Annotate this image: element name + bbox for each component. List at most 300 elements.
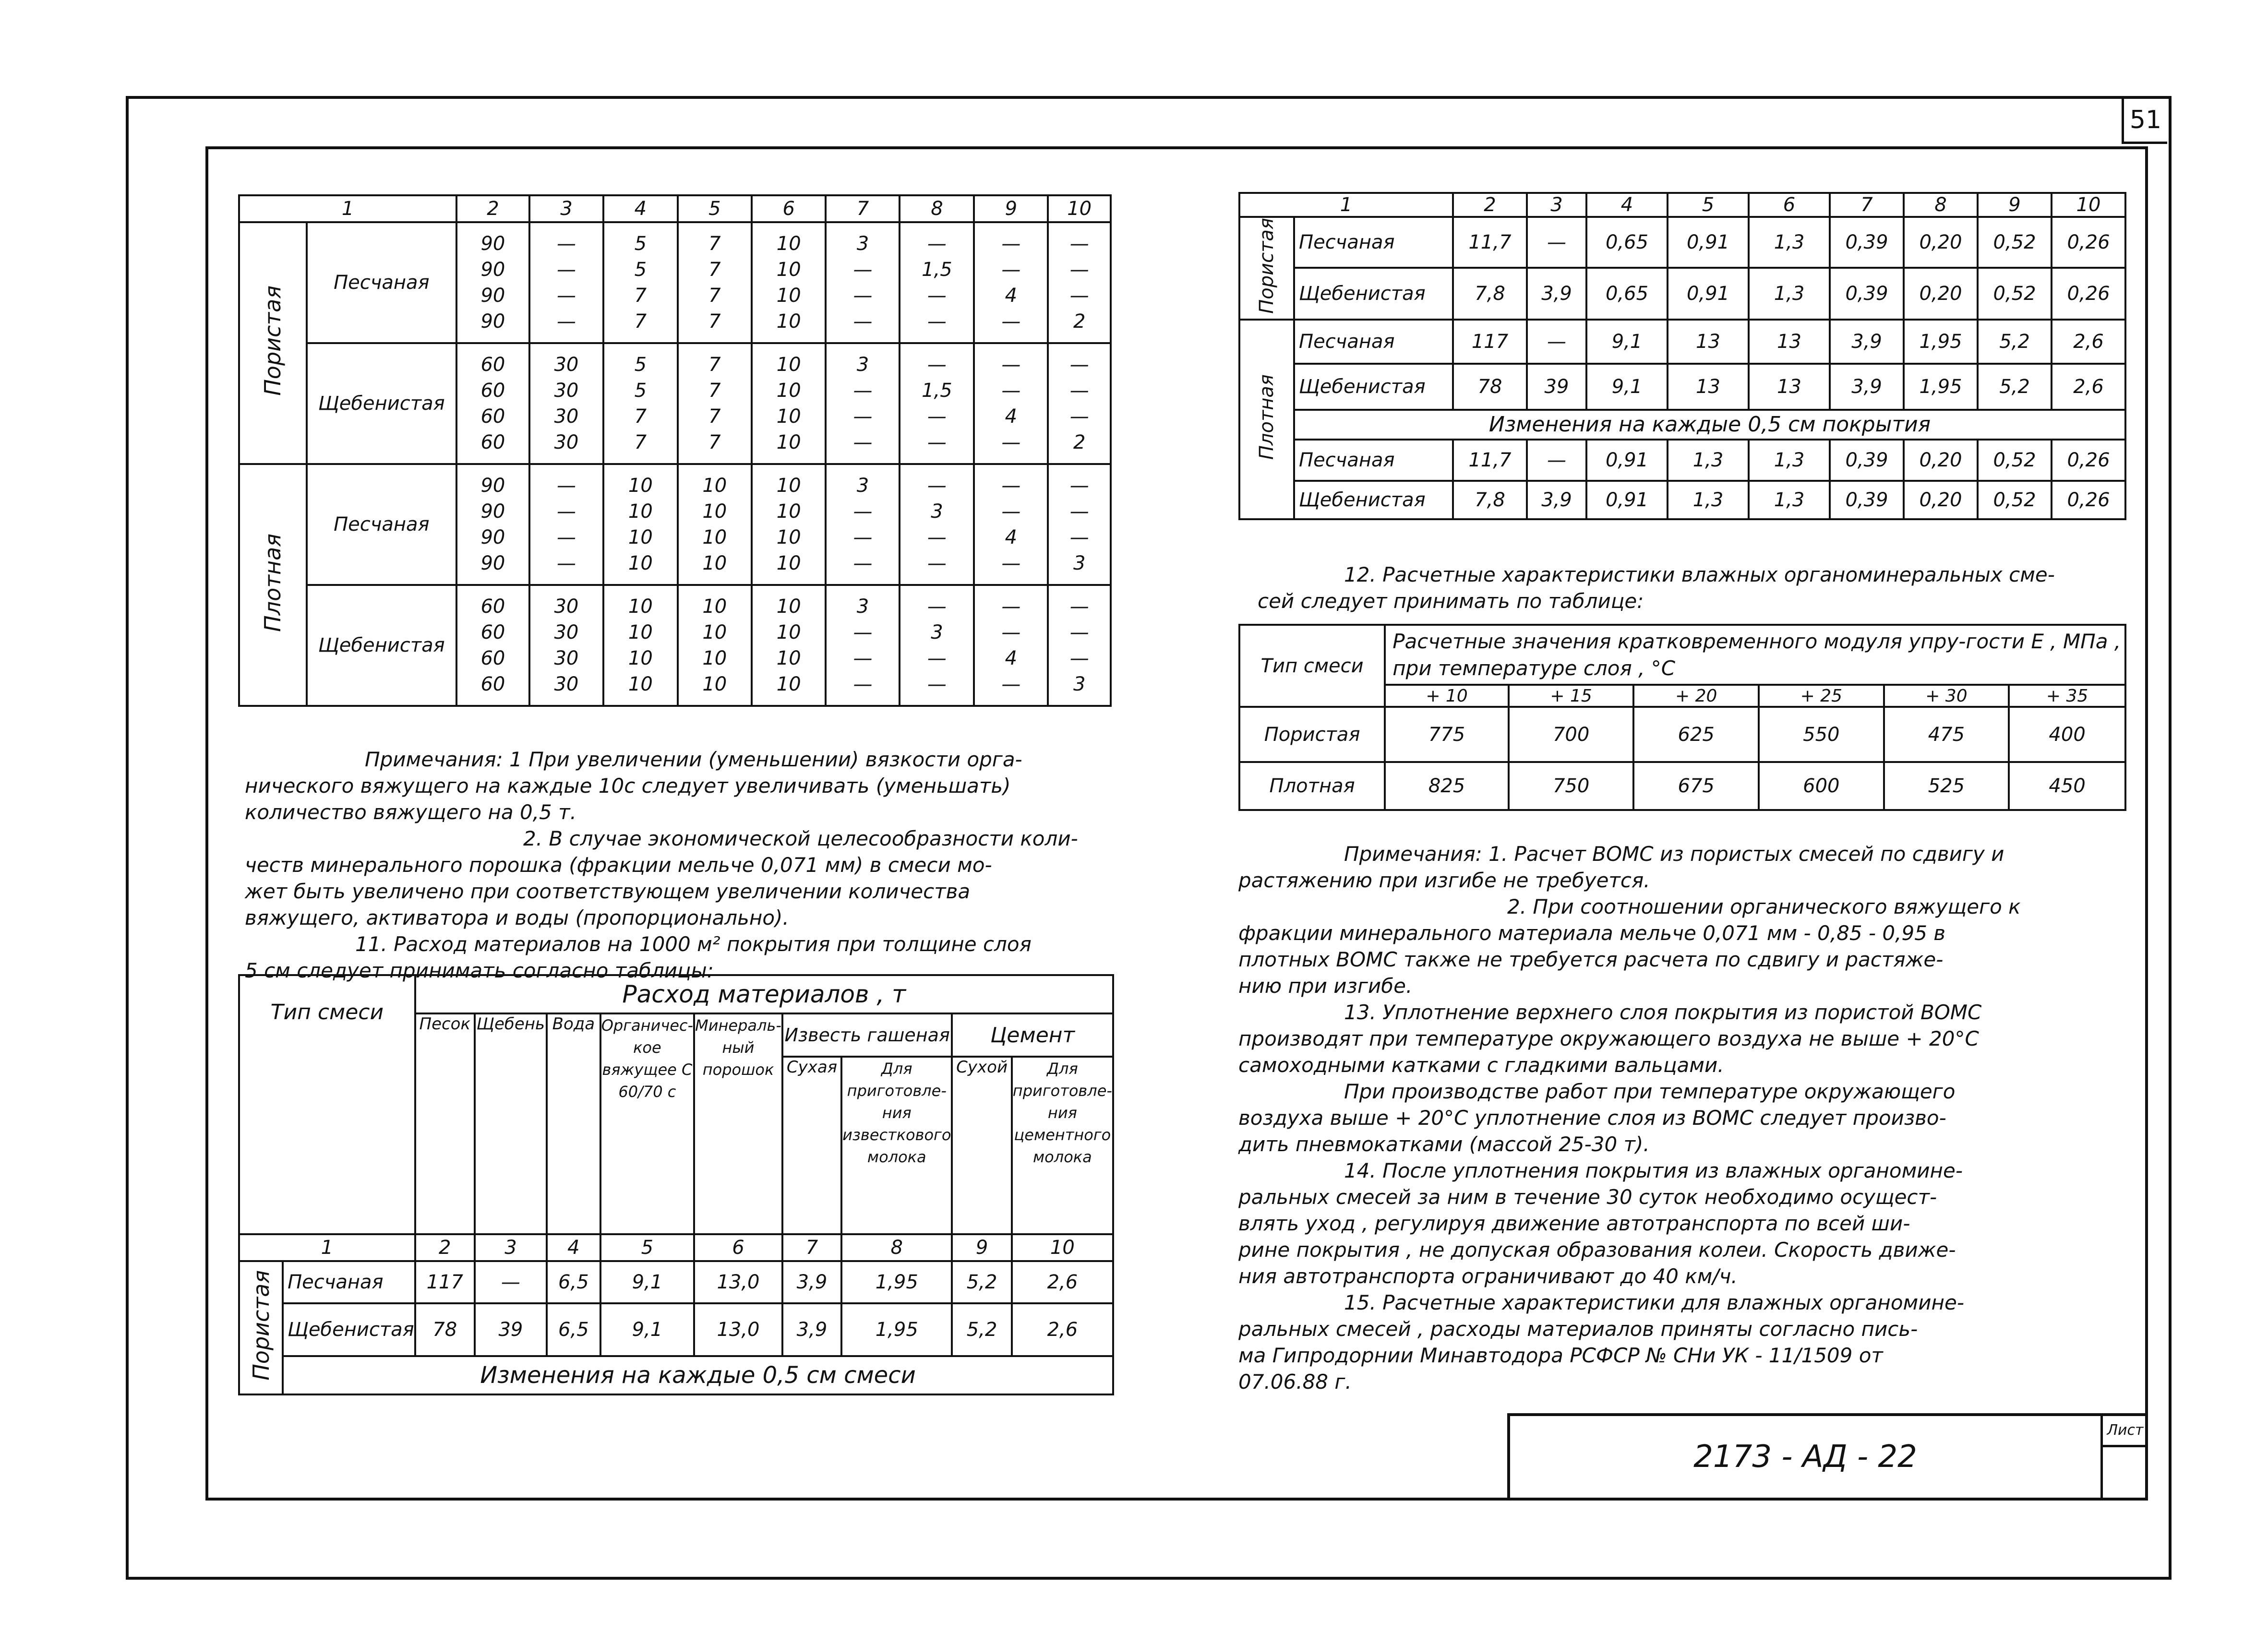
cell: 0,26 bbox=[2052, 440, 2125, 481]
cell-value: — bbox=[927, 475, 947, 497]
cell-value: 10 bbox=[776, 354, 801, 376]
cell-value: — bbox=[927, 310, 947, 333]
cell: 1,3 bbox=[1749, 217, 1830, 268]
cell: 0,91 bbox=[1586, 440, 1668, 481]
cell: 475 bbox=[1884, 707, 2009, 762]
cell-value: 60 bbox=[480, 673, 505, 695]
cell bbox=[826, 222, 900, 343]
cell-value: — bbox=[1001, 259, 1021, 281]
cell-value: 10 bbox=[628, 475, 653, 497]
note-line: производят при температуре окружающего воздуха не выше + 20°С bbox=[1238, 1027, 1979, 1050]
cell-value: 30 bbox=[554, 596, 579, 618]
cell bbox=[456, 464, 529, 585]
cell: 9,1 bbox=[600, 1303, 694, 1356]
cell-value: — bbox=[853, 500, 873, 523]
cell-value: — bbox=[1069, 500, 1089, 523]
col-header: 7 bbox=[1830, 193, 1904, 217]
cell-value: 60 bbox=[480, 380, 505, 402]
col-number: 7 bbox=[782, 1234, 841, 1261]
sheet-number: 51 bbox=[2122, 98, 2167, 144]
type-header: Тип смеси bbox=[239, 975, 415, 1234]
cell: 0,91 bbox=[1586, 481, 1668, 519]
cell: 7,8 bbox=[1453, 268, 1527, 320]
cell bbox=[678, 464, 752, 585]
note-line: дить пневмокатками (массой 25-30 т). bbox=[1238, 1132, 1650, 1156]
sheet-cell bbox=[2100, 1416, 2148, 1498]
temp-header: + 10 bbox=[1385, 685, 1509, 707]
note-line: 13. Уплотнение верхнего слоя покрытия из пористой ВОМС bbox=[1344, 1001, 1982, 1024]
change-row bbox=[1239, 410, 2125, 440]
note-line: нического вяжущего на каждые 10с следует увеличивать (уменьшать) bbox=[245, 774, 1011, 798]
col-header: 3 bbox=[1527, 193, 1586, 217]
temp-header: + 30 bbox=[1884, 685, 2009, 707]
cell-value: — bbox=[927, 285, 947, 307]
row-label: Щебенистая bbox=[307, 585, 457, 706]
cell: 0,65 bbox=[1586, 268, 1668, 320]
cell-value: — bbox=[853, 647, 873, 669]
cell: 39 bbox=[1527, 364, 1586, 410]
cell: 117 bbox=[1453, 320, 1527, 364]
col-number: 6 bbox=[694, 1234, 782, 1261]
col-header: 5 bbox=[678, 195, 752, 222]
col-header: 6 bbox=[752, 195, 826, 222]
cell-value: 10 bbox=[776, 596, 801, 618]
col-header: 5 bbox=[1668, 193, 1749, 217]
cell: 0,52 bbox=[1978, 217, 2052, 268]
cell bbox=[752, 464, 826, 585]
sheet-label: Лист bbox=[2103, 1416, 2148, 1447]
note-line: честв минерального порошка (фракции мельче 0,071 мм) в смеси мо- bbox=[245, 853, 992, 877]
note-line: ния автотранспорта ограничивают до 40 км/ч. bbox=[1238, 1264, 1738, 1288]
col-number: 4 bbox=[547, 1234, 600, 1261]
col-number: 5 bbox=[600, 1234, 694, 1261]
cell-value: 1,5 bbox=[922, 380, 952, 402]
cell bbox=[826, 464, 900, 585]
group-label: Пористая bbox=[248, 1270, 274, 1381]
note-line: плотных ВОМС также не требуется расчета по сдвигу и растяже- bbox=[1238, 948, 1944, 971]
note-line: ральных смесей , расходы материалов приняты согласно пись- bbox=[1238, 1317, 1918, 1341]
cell: 0,52 bbox=[1978, 481, 2052, 519]
cell: 13 bbox=[1749, 364, 1830, 410]
table-row bbox=[239, 343, 1111, 464]
cell-value: — bbox=[853, 621, 873, 643]
cell-value: 7 bbox=[708, 310, 721, 333]
cell: 3,9 bbox=[1527, 481, 1586, 519]
cell-value: — bbox=[927, 673, 947, 695]
materials-consumption-table bbox=[238, 974, 1114, 1395]
cell-value: 30 bbox=[554, 431, 579, 453]
cell-value: 10 bbox=[702, 621, 727, 643]
cell-value: — bbox=[927, 596, 947, 618]
para-12 bbox=[1258, 561, 2055, 614]
cell: 825 bbox=[1385, 762, 1509, 810]
cell-value: 2 bbox=[1073, 310, 1086, 333]
cell-value: 10 bbox=[776, 405, 801, 428]
cell: 0,26 bbox=[2052, 481, 2125, 519]
cell-value: — bbox=[1069, 405, 1089, 428]
cell-value: — bbox=[927, 526, 947, 548]
cell-value: 3 bbox=[856, 354, 869, 376]
cell-value: — bbox=[1069, 354, 1089, 376]
cell: 78 bbox=[1453, 364, 1527, 410]
cell-value: — bbox=[853, 259, 873, 281]
col-number: 10 bbox=[1012, 1234, 1113, 1261]
cell-value: 90 bbox=[480, 310, 505, 333]
cell: 6,5 bbox=[547, 1303, 600, 1356]
type-header: Тип смеси bbox=[1239, 625, 1385, 707]
title-block bbox=[1507, 1413, 2145, 1498]
cell: 117 bbox=[415, 1261, 475, 1303]
col-header: 7 bbox=[826, 195, 900, 222]
cell: 1,3 bbox=[1749, 268, 1830, 320]
change-footer: Изменения на каждые 0,5 см смеси bbox=[283, 1356, 1113, 1394]
note-line: При производстве работ при температуре окружающего bbox=[1344, 1080, 1956, 1103]
cell bbox=[529, 222, 603, 343]
cell-value: — bbox=[927, 431, 947, 453]
col-header: 4 bbox=[1586, 193, 1668, 217]
note-line: фракции минерального материала мельче 0,071 мм - 0,85 - 0,95 в bbox=[1238, 921, 1946, 945]
col-header: 2 bbox=[1453, 193, 1527, 217]
sand-header: Песок bbox=[415, 1013, 475, 1234]
cell-value: 30 bbox=[554, 380, 579, 402]
cell-value: — bbox=[556, 500, 576, 523]
cell: 13,0 bbox=[694, 1261, 782, 1303]
cell-value: — bbox=[1069, 233, 1089, 255]
cell-value: 4 bbox=[1005, 647, 1018, 669]
cell: 0,20 bbox=[1904, 440, 1978, 481]
col-number: 8 bbox=[841, 1234, 952, 1261]
table-row bbox=[1239, 320, 2125, 364]
cell-value: 10 bbox=[776, 431, 801, 453]
cell bbox=[1048, 343, 1111, 464]
cell-value: 3 bbox=[856, 596, 869, 618]
cell-value: — bbox=[853, 431, 873, 453]
table-row bbox=[239, 464, 1111, 585]
cell: 5,2 bbox=[1978, 364, 2052, 410]
cell: 5,2 bbox=[1978, 320, 2052, 364]
cell-value: 10 bbox=[628, 647, 653, 669]
cell: 400 bbox=[2009, 707, 2125, 762]
cell-value: 7 bbox=[708, 405, 721, 428]
cell bbox=[752, 585, 826, 706]
group-label: Пористая bbox=[1256, 218, 1278, 314]
cell: 2,6 bbox=[2052, 364, 2125, 410]
table-row bbox=[1239, 217, 2125, 268]
cell-value: 10 bbox=[702, 647, 727, 669]
cell-value: 7 bbox=[634, 405, 647, 428]
lime-milk-header: Для приготовле-ния известкового молока bbox=[841, 1057, 952, 1234]
gravel-header: Щебень bbox=[475, 1013, 547, 1234]
cell-value: 4 bbox=[1005, 405, 1018, 428]
cell bbox=[456, 222, 529, 343]
note-line: 2. При соотношении органического вяжущего к bbox=[1507, 895, 2021, 918]
note-line: растяжению при изгибе не требуется. bbox=[1238, 869, 1650, 892]
cell: 0,52 bbox=[1978, 440, 2052, 481]
note-line: 14. После уплотнения покрытия из влажных органомине- bbox=[1344, 1159, 1963, 1182]
cell: 675 bbox=[1633, 762, 1759, 810]
value-header: Расчетные значения кратковременного модуля упру-гости Е , МПа , при температуре слоя , °С bbox=[1385, 625, 2125, 685]
cell-value: — bbox=[1069, 285, 1089, 307]
cell-value: 90 bbox=[480, 500, 505, 523]
notes-right bbox=[1238, 841, 2021, 1395]
cell-value: 4 bbox=[1005, 285, 1018, 307]
cell-value: — bbox=[1001, 233, 1021, 255]
note-line: количество вяжущего на 0,5 т. bbox=[245, 800, 576, 824]
cell: 9,1 bbox=[1586, 364, 1668, 410]
note-line: воздуха выше + 20°С уплотнение слоя из ВОМС следует произво- bbox=[1238, 1106, 1946, 1130]
cell-value: 10 bbox=[628, 673, 653, 695]
organic-binder-header: Органичес-кое вяжущее С 60/70 с bbox=[600, 1013, 694, 1234]
cell-value: — bbox=[853, 673, 873, 695]
cell-value: 5 bbox=[634, 380, 647, 402]
cell bbox=[456, 343, 529, 464]
cell-value: 7 bbox=[708, 259, 721, 281]
cell-value: 90 bbox=[480, 259, 505, 281]
cell-value: 90 bbox=[480, 285, 505, 307]
cell-value: 10 bbox=[776, 233, 801, 255]
note-line: 15. Расчетные характеристики для влажных органомине- bbox=[1344, 1291, 1964, 1314]
cell-value: 7 bbox=[634, 431, 647, 453]
col-header: 4 bbox=[603, 195, 677, 222]
cell bbox=[900, 343, 974, 464]
temp-header: + 35 bbox=[2009, 685, 2125, 707]
cell-value: — bbox=[556, 310, 576, 333]
cell bbox=[900, 585, 974, 706]
cell-value: 3 bbox=[931, 500, 943, 523]
cell: 2,6 bbox=[1012, 1303, 1113, 1356]
cell-value: — bbox=[853, 405, 873, 428]
cell-value: 10 bbox=[776, 647, 801, 669]
row-label: Песчаная bbox=[1294, 440, 1453, 481]
cell-value: 1,5 bbox=[922, 259, 952, 281]
cell-value: 90 bbox=[480, 526, 505, 548]
cell: 0,26 bbox=[2052, 268, 2125, 320]
cell-value: — bbox=[853, 285, 873, 307]
cell: 775 bbox=[1385, 707, 1509, 762]
cell-value: 60 bbox=[480, 596, 505, 618]
cell: 39 bbox=[475, 1303, 547, 1356]
cell-value: — bbox=[853, 380, 873, 402]
cement-milk-header: Для приготовле-ния цементного молока bbox=[1012, 1057, 1113, 1234]
cell-value: 7 bbox=[634, 310, 647, 333]
cell-value: — bbox=[1001, 552, 1021, 574]
cell-value: 5 bbox=[634, 233, 647, 255]
cell-value: — bbox=[927, 647, 947, 669]
mineral-powder-header: Минераль-ный порошок bbox=[694, 1013, 782, 1234]
cell: 11,7 bbox=[1453, 440, 1527, 481]
cell: 1,95 bbox=[1904, 320, 1978, 364]
cell: 9,1 bbox=[600, 1261, 694, 1303]
cell: 1,95 bbox=[841, 1261, 952, 1303]
cell: 0,52 bbox=[1978, 268, 2052, 320]
cell-value: — bbox=[1001, 431, 1021, 453]
cell-value: 3 bbox=[856, 233, 869, 255]
cell: 1,3 bbox=[1668, 481, 1749, 519]
cell: 13,0 bbox=[694, 1303, 782, 1356]
cell: 11,7 bbox=[1453, 217, 1527, 268]
document-code: 2173 - АД - 22 bbox=[1693, 1439, 1917, 1475]
cell bbox=[1048, 222, 1111, 343]
cell: 9,1 bbox=[1586, 320, 1668, 364]
row-label: Щебенистая bbox=[1294, 268, 1453, 320]
cell: 0,26 bbox=[2052, 217, 2125, 268]
cell-value: — bbox=[1069, 475, 1089, 497]
note-line: 2. В случае экономической целесообразности коли- bbox=[523, 827, 1078, 850]
cell-value: 3 bbox=[1073, 673, 1086, 695]
cell: 13 bbox=[1749, 320, 1830, 364]
cell-value: — bbox=[927, 354, 947, 376]
col-header: 10 bbox=[2052, 193, 2125, 217]
note-line: влять уход , регулируя движение автотранспорта по всей ши- bbox=[1238, 1212, 1910, 1235]
cell-value: — bbox=[1069, 596, 1089, 618]
cell-value: 7 bbox=[708, 431, 721, 453]
cell-value: 10 bbox=[776, 285, 801, 307]
col-header: 9 bbox=[1978, 193, 2052, 217]
notes-left bbox=[245, 746, 1078, 984]
col-number: 2 bbox=[415, 1234, 475, 1261]
cell-value: — bbox=[1001, 380, 1021, 402]
materials-header: Расход материалов , т bbox=[415, 975, 1113, 1013]
cell-value: 10 bbox=[776, 500, 801, 523]
row-label: Щебенистая bbox=[1294, 481, 1453, 519]
cell-value: — bbox=[1069, 647, 1089, 669]
cell bbox=[529, 585, 603, 706]
cell-value: 60 bbox=[480, 621, 505, 643]
cell: 1,3 bbox=[1668, 440, 1749, 481]
cell-value: 3 bbox=[1073, 552, 1086, 574]
cell: 750 bbox=[1509, 762, 1634, 810]
cell-value: 10 bbox=[776, 310, 801, 333]
cell-value: — bbox=[1069, 526, 1089, 548]
cell-value: 60 bbox=[480, 431, 505, 453]
note-line: 11. Расход материалов на 1000 м² покрытия при толщине слоя bbox=[355, 932, 1032, 956]
cell: 3,9 bbox=[1527, 268, 1586, 320]
cell-value: 10 bbox=[628, 596, 653, 618]
note-line: 12. Расчетные характеристики влажных органоминеральных сме- bbox=[1344, 563, 2055, 586]
cell-value: 10 bbox=[776, 259, 801, 281]
note-line: рине покрытия , не допуская образования колеи. Скорость движе- bbox=[1238, 1238, 1956, 1262]
lime-dry-header: Сухая bbox=[782, 1057, 841, 1234]
cell-value: — bbox=[927, 233, 947, 255]
elastic-modulus-table bbox=[1238, 624, 2126, 811]
cell: 7,8 bbox=[1453, 481, 1527, 519]
cell: 700 bbox=[1509, 707, 1634, 762]
cell-value: 7 bbox=[708, 285, 721, 307]
cell-value: 90 bbox=[480, 552, 505, 574]
cell-value: — bbox=[556, 475, 576, 497]
cell-value: 10 bbox=[702, 596, 727, 618]
cell-value: 10 bbox=[702, 552, 727, 574]
row-label: Песчаная bbox=[307, 464, 457, 585]
col-header: 8 bbox=[1904, 193, 1978, 217]
cell: 625 bbox=[1633, 707, 1759, 762]
cell: 1,95 bbox=[841, 1303, 952, 1356]
table-row bbox=[239, 222, 1111, 343]
cell: 3,9 bbox=[782, 1261, 841, 1303]
cell-value: 10 bbox=[628, 621, 653, 643]
cell: — bbox=[1527, 217, 1586, 268]
cell: 0,20 bbox=[1904, 481, 1978, 519]
cell-value: — bbox=[556, 526, 576, 548]
cell-value: — bbox=[1069, 621, 1089, 643]
cell: 13 bbox=[1668, 320, 1749, 364]
row-label: Песчаная bbox=[1294, 320, 1453, 364]
col-header: 9 bbox=[974, 195, 1048, 222]
cell-value: — bbox=[1069, 380, 1089, 402]
cell bbox=[603, 222, 677, 343]
cell-value: — bbox=[556, 552, 576, 574]
cell-value: — bbox=[853, 552, 873, 574]
cell-value: 90 bbox=[480, 233, 505, 255]
note-line: нию при изгибе. bbox=[1238, 974, 1413, 998]
temp-header: + 15 bbox=[1509, 685, 1634, 707]
cell-value: 10 bbox=[628, 526, 653, 548]
cell bbox=[456, 585, 529, 706]
cell-value: — bbox=[1001, 354, 1021, 376]
cell-value: — bbox=[556, 285, 576, 307]
cell-value: — bbox=[1001, 596, 1021, 618]
cell: — bbox=[475, 1261, 547, 1303]
cell-value: 10 bbox=[776, 475, 801, 497]
row-label: Песчаная bbox=[1294, 217, 1453, 268]
row-label: Щебенистая bbox=[1294, 364, 1453, 410]
cell bbox=[1048, 464, 1111, 585]
cell-value: 30 bbox=[554, 621, 579, 643]
cell-value: — bbox=[1001, 475, 1021, 497]
cell-value: 60 bbox=[480, 405, 505, 428]
cell bbox=[529, 464, 603, 585]
cell-value: 3 bbox=[856, 475, 869, 497]
cell: 0,91 bbox=[1668, 217, 1749, 268]
note-line: Примечания: 1. Расчет ВОМС из пористых смесей по сдвигу и bbox=[1344, 842, 2004, 866]
cell-value: — bbox=[1001, 621, 1021, 643]
cell-value: — bbox=[853, 526, 873, 548]
cell-value: — bbox=[1001, 310, 1021, 333]
cell: 600 bbox=[1759, 762, 1884, 810]
note-line: ральных смесей за ним в течение 30 суток необходимо осущест- bbox=[1238, 1185, 1937, 1209]
cell-value: 7 bbox=[634, 285, 647, 307]
cell bbox=[603, 585, 677, 706]
cell-value: 60 bbox=[480, 354, 505, 376]
cell-value: 30 bbox=[554, 647, 579, 669]
cell: 0,39 bbox=[1830, 268, 1904, 320]
cell-value: — bbox=[853, 310, 873, 333]
cell-value: 30 bbox=[554, 405, 579, 428]
cell bbox=[974, 222, 1048, 343]
note-line: жет быть увеличено при соответствующем увеличении количества bbox=[245, 880, 971, 903]
note-line: вяжущего, активатора и воды (пропорционально). bbox=[245, 906, 789, 929]
cell: 13 bbox=[1668, 364, 1749, 410]
group-label: Пористая bbox=[260, 286, 286, 396]
cell: 6,5 bbox=[547, 1261, 600, 1303]
cell-value: 10 bbox=[776, 552, 801, 574]
cell-value: 10 bbox=[776, 380, 801, 402]
mix-consumption-table-right bbox=[1238, 192, 2126, 520]
cell-value: 7 bbox=[708, 354, 721, 376]
col-header: 1 bbox=[239, 195, 456, 222]
col-header: 10 bbox=[1048, 195, 1111, 222]
cell-value: — bbox=[927, 552, 947, 574]
cell: — bbox=[1527, 320, 1586, 364]
cell-value: 4 bbox=[1005, 526, 1018, 548]
cell bbox=[900, 464, 974, 585]
cell-value: 90 bbox=[480, 475, 505, 497]
row-label: Песчаная bbox=[307, 222, 457, 343]
cell bbox=[603, 343, 677, 464]
cell: 550 bbox=[1759, 707, 1884, 762]
row-label: Щебенистая bbox=[307, 343, 457, 464]
cell-value: 5 bbox=[634, 259, 647, 281]
